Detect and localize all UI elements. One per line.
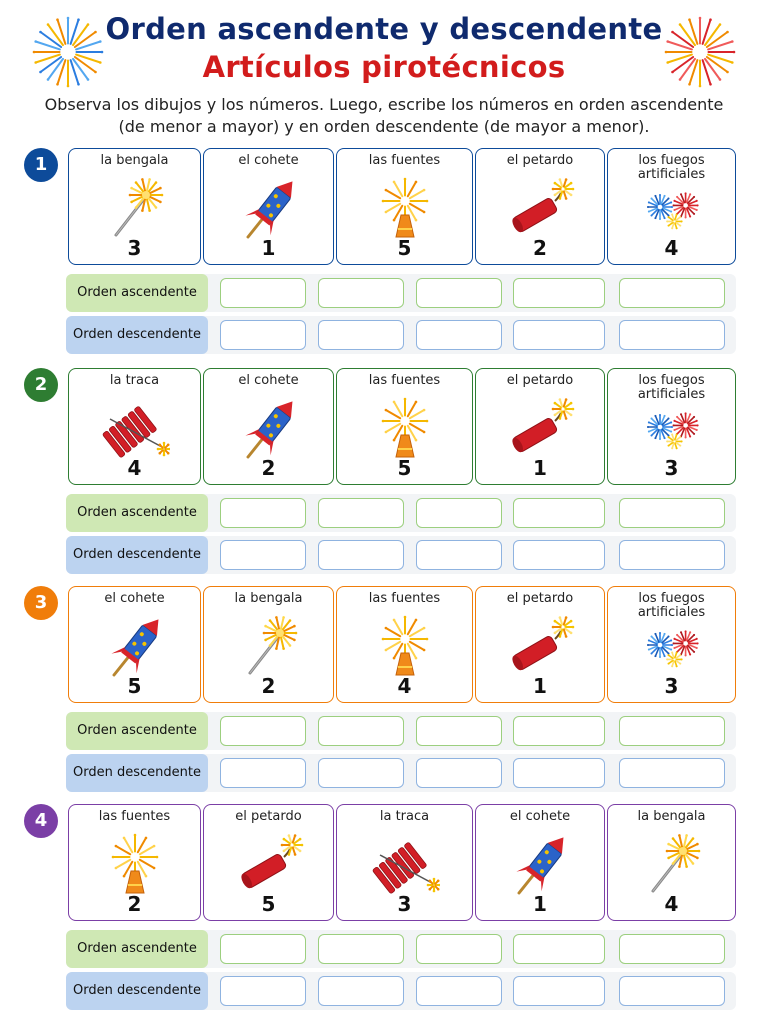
item-label: las fuentes <box>368 591 441 606</box>
ascending-order-row <box>66 930 736 968</box>
item-card <box>475 804 605 921</box>
descending-order-row <box>66 972 736 1010</box>
item-card <box>607 148 736 265</box>
item-card <box>475 368 605 485</box>
item-number: 3 <box>127 236 142 260</box>
item-number: 3 <box>664 456 679 480</box>
firecracker-icon <box>505 609 575 679</box>
answer-box[interactable] <box>318 540 404 570</box>
answer-box[interactable] <box>513 498 605 528</box>
sparkler-icon <box>637 827 707 897</box>
ascending-label: Orden ascendente <box>66 930 208 968</box>
sparkler-icon <box>100 171 170 241</box>
fireworks-icon <box>637 183 707 239</box>
answer-box[interactable] <box>416 758 502 788</box>
answer-box[interactable] <box>318 716 404 746</box>
descending-order-row <box>66 536 736 574</box>
answer-box[interactable] <box>220 278 306 308</box>
item-card <box>336 586 473 703</box>
item-card <box>203 804 334 921</box>
answer-box[interactable] <box>619 540 725 570</box>
firecracker-icon <box>234 827 304 897</box>
item-number: 3 <box>664 674 679 698</box>
item-card <box>68 804 201 921</box>
answer-box[interactable] <box>318 320 404 350</box>
answer-box[interactable] <box>220 758 306 788</box>
item-number: 1 <box>533 892 547 916</box>
descending-order-row <box>66 316 736 354</box>
answer-box[interactable] <box>619 716 725 746</box>
answer-box[interactable] <box>220 498 306 528</box>
item-label: la traca <box>379 809 430 824</box>
exercise-number-badge: 4 <box>24 804 58 838</box>
descending-label: Orden descendente <box>66 536 208 574</box>
worksheet-header <box>0 0 768 140</box>
ascending-label: Orden ascendente <box>66 712 208 750</box>
answer-box[interactable] <box>619 498 725 528</box>
item-label: los fuegos artificiales <box>637 153 706 182</box>
exercise-section <box>0 586 768 796</box>
item-number: 3 <box>397 892 412 916</box>
firecracker-icon <box>505 171 575 241</box>
answer-box[interactable] <box>513 540 605 570</box>
answer-box[interactable] <box>513 716 605 746</box>
answer-box[interactable] <box>416 934 502 964</box>
exercise-number-badge: 3 <box>24 586 58 620</box>
item-label: el petardo <box>506 153 574 168</box>
item-number: 5 <box>127 674 142 698</box>
ascending-order-row <box>66 274 736 312</box>
ascending-order-row <box>66 712 736 750</box>
ascending-label: Orden ascendente <box>66 274 208 312</box>
answer-box[interactable] <box>318 278 404 308</box>
exercise-section <box>0 368 768 578</box>
answer-box[interactable] <box>416 320 502 350</box>
answer-box[interactable] <box>619 934 725 964</box>
answer-box[interactable] <box>318 498 404 528</box>
item-number: 2 <box>261 456 276 480</box>
answer-box[interactable] <box>220 976 306 1006</box>
item-label: la traca <box>109 373 160 388</box>
rocket-icon <box>505 827 575 897</box>
item-card <box>607 804 736 921</box>
item-card <box>475 586 605 703</box>
answer-box[interactable] <box>416 716 502 746</box>
answer-box[interactable] <box>513 278 605 308</box>
answer-box[interactable] <box>318 976 404 1006</box>
item-label: la bengala <box>637 809 706 824</box>
answer-box[interactable] <box>220 540 306 570</box>
fountain-icon <box>370 391 440 461</box>
item-label: los fuegos artificiales <box>637 591 706 620</box>
item-label: las fuentes <box>98 809 171 824</box>
item-label: la bengala <box>234 591 303 606</box>
item-number: 1 <box>533 674 547 698</box>
item-card <box>203 368 334 485</box>
rocket-icon <box>234 391 304 461</box>
item-number: 2 <box>261 674 276 698</box>
descending-order-row <box>66 754 736 792</box>
item-card <box>203 586 334 703</box>
item-number: 2 <box>127 892 142 916</box>
exercise-section <box>0 804 768 1014</box>
item-label: el cohete <box>509 809 571 824</box>
firecracker-string-icon <box>370 827 440 897</box>
item-card <box>68 586 201 703</box>
answer-box[interactable] <box>318 758 404 788</box>
answer-box[interactable] <box>416 540 502 570</box>
answer-box[interactable] <box>220 934 306 964</box>
item-label: el petardo <box>506 373 574 388</box>
item-number: 4 <box>127 456 142 480</box>
answer-box[interactable] <box>619 976 725 1006</box>
answer-box[interactable] <box>416 498 502 528</box>
fountain-icon <box>100 827 170 897</box>
exercise-number-badge: 2 <box>24 368 58 402</box>
item-number: 4 <box>397 674 412 698</box>
answer-box[interactable] <box>513 320 605 350</box>
item-label: las fuentes <box>368 153 441 168</box>
item-card <box>68 368 201 485</box>
firecracker-icon <box>505 391 575 461</box>
descending-label: Orden descendente <box>66 316 208 354</box>
rocket-icon <box>234 171 304 241</box>
answer-box[interactable] <box>619 320 725 350</box>
answer-box[interactable] <box>513 976 605 1006</box>
item-number: 4 <box>664 236 679 260</box>
item-card <box>607 368 736 485</box>
item-label: el cohete <box>238 153 299 168</box>
item-label: las fuentes <box>368 373 441 388</box>
fountain-icon <box>370 171 440 241</box>
item-label: la bengala <box>100 153 169 168</box>
exercise-section <box>0 148 768 358</box>
rocket-icon <box>100 609 170 679</box>
instructions: Observa los dibujos y los números. Luego, escribe los números en orden ascendente (de menor a mayor) y en orden descendente (de mayor a menor). <box>44 95 724 136</box>
item-card <box>203 148 334 265</box>
item-label: los fuegos artificiales <box>637 373 706 402</box>
item-card <box>475 148 605 265</box>
answer-box[interactable] <box>416 976 502 1006</box>
item-label: el petardo <box>506 591 574 606</box>
item-card <box>68 148 201 265</box>
firecracker-string-icon <box>100 391 170 461</box>
item-card <box>336 368 473 485</box>
ascending-order-row <box>66 494 736 532</box>
ascending-label: Orden ascendente <box>66 494 208 532</box>
answer-box[interactable] <box>513 934 605 964</box>
item-card <box>336 148 473 265</box>
page-subtitle: Artículos pirotécnicos <box>202 50 566 84</box>
item-number: 1 <box>533 456 547 480</box>
item-number: 5 <box>397 236 412 260</box>
item-number: 2 <box>533 236 547 260</box>
exercise-number-badge: 1 <box>24 148 58 182</box>
page-title: Orden ascendente y descendente <box>105 12 663 46</box>
item-number: 1 <box>261 236 276 260</box>
descending-label: Orden descendente <box>66 754 208 792</box>
answer-box[interactable] <box>220 320 306 350</box>
answer-box[interactable] <box>619 758 725 788</box>
answer-box[interactable] <box>416 278 502 308</box>
item-number: 4 <box>664 892 679 916</box>
fireworks-icon <box>637 621 707 677</box>
item-number: 5 <box>261 892 276 916</box>
item-label: el cohete <box>104 591 165 606</box>
answer-box[interactable] <box>513 758 605 788</box>
item-label: el cohete <box>238 373 299 388</box>
fireworks-icon <box>637 403 707 459</box>
answer-box[interactable] <box>318 934 404 964</box>
answer-box[interactable] <box>220 716 306 746</box>
item-card <box>607 586 736 703</box>
fountain-icon <box>370 609 440 679</box>
descending-label: Orden descendente <box>66 972 208 1010</box>
item-number: 5 <box>397 456 412 480</box>
item-label: el petardo <box>235 809 302 824</box>
item-card <box>336 804 473 921</box>
sparkler-icon <box>234 609 304 679</box>
answer-box[interactable] <box>619 278 725 308</box>
